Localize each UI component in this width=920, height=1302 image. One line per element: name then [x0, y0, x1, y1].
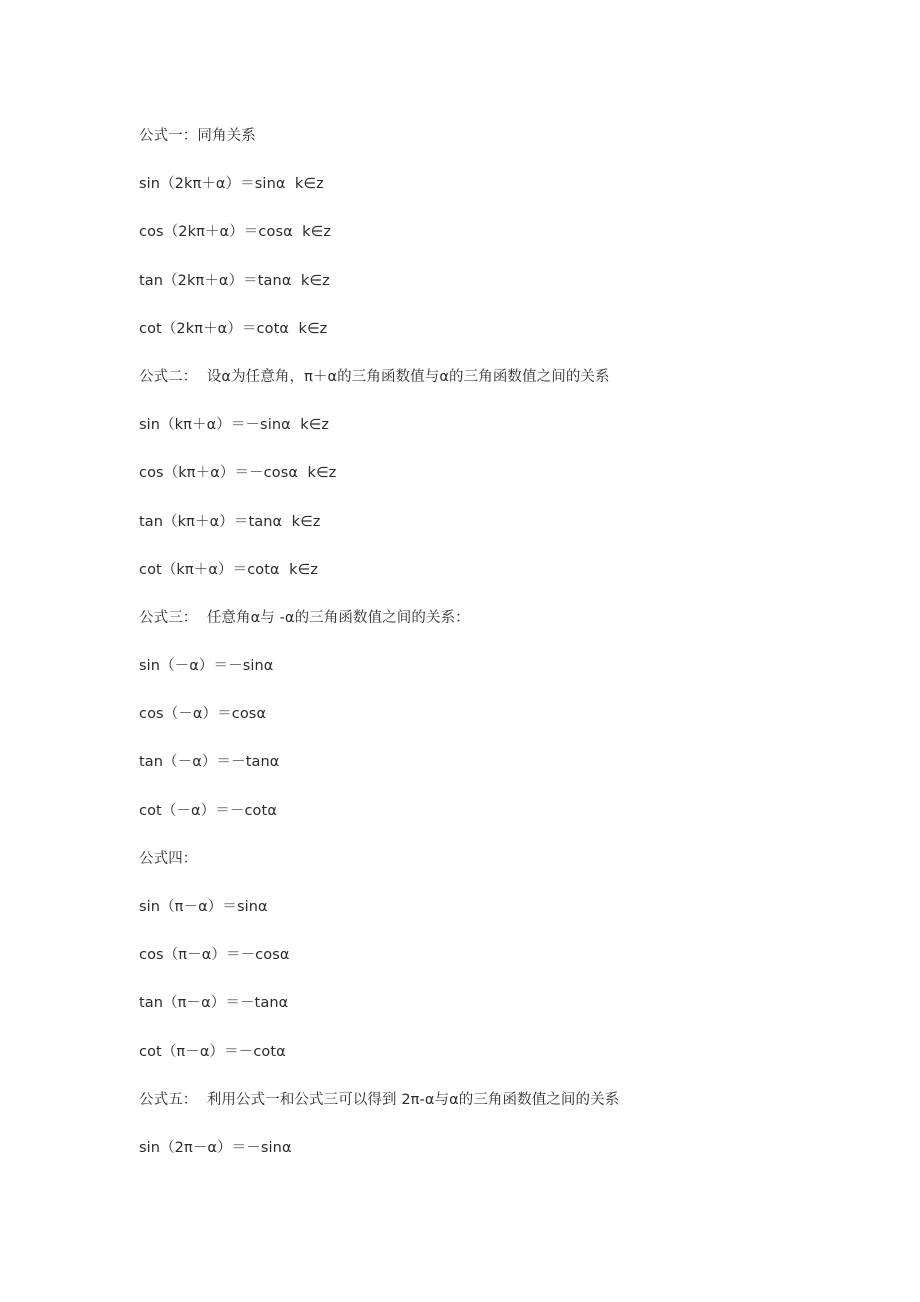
formula-list	[139, 124, 859, 1184]
formula-line: tan（kπ＋α）＝tanα k∈z	[139, 513, 321, 530]
formula-line: sin（2π－α）＝－sinα	[139, 1139, 292, 1156]
formula-line: sin（2kπ＋α）＝sinα k∈z	[139, 176, 324, 193]
formula-line: cos（kπ＋α）＝－cosα k∈z	[139, 465, 337, 482]
formula-line: tan（2kπ＋α）＝tanα k∈z	[139, 272, 330, 289]
formula-line: cos（－α）＝cosα	[139, 706, 267, 723]
formula-line: tan（－α）＝－tanα	[139, 754, 280, 771]
formula-line: cot（kπ＋α）＝cotα k∈z	[139, 561, 319, 578]
formula-heading-3: 公式三： 任意角α与 -α的三角函数值之间的关系：	[139, 609, 470, 626]
formula-heading-4: 公式四：	[139, 850, 198, 867]
formula-line: sin（－α）＝－sinα	[139, 658, 274, 675]
formula-line: cot（2kπ＋α）＝cotα k∈z	[139, 320, 328, 337]
formula-line: tan（π－α）＝－tanα	[139, 995, 289, 1012]
formula-line: sin（kπ＋α）＝－sinα k∈z	[139, 417, 330, 434]
formula-line: cot（－α）＝－cotα	[139, 802, 277, 819]
formula-line: sin（π－α）＝sinα	[139, 899, 268, 915]
formula-line: cos（π－α）＝－cosα	[139, 947, 290, 964]
formula-line: cos（2kπ＋α）＝cosα k∈z	[139, 224, 332, 241]
formula-line: cot（π－α）＝－cotα	[139, 1043, 286, 1060]
formula-heading-1: 公式一：同角关系	[139, 128, 256, 144]
formula-heading-2: 公式二： 设α为任意角，π＋α的三角函数值与α的三角函数值之间的关系	[139, 368, 610, 385]
formula-heading-5: 公式五： 利用公式一和公式三可以得到 2π-α与α的三角函数值之间的关系	[139, 1091, 620, 1108]
